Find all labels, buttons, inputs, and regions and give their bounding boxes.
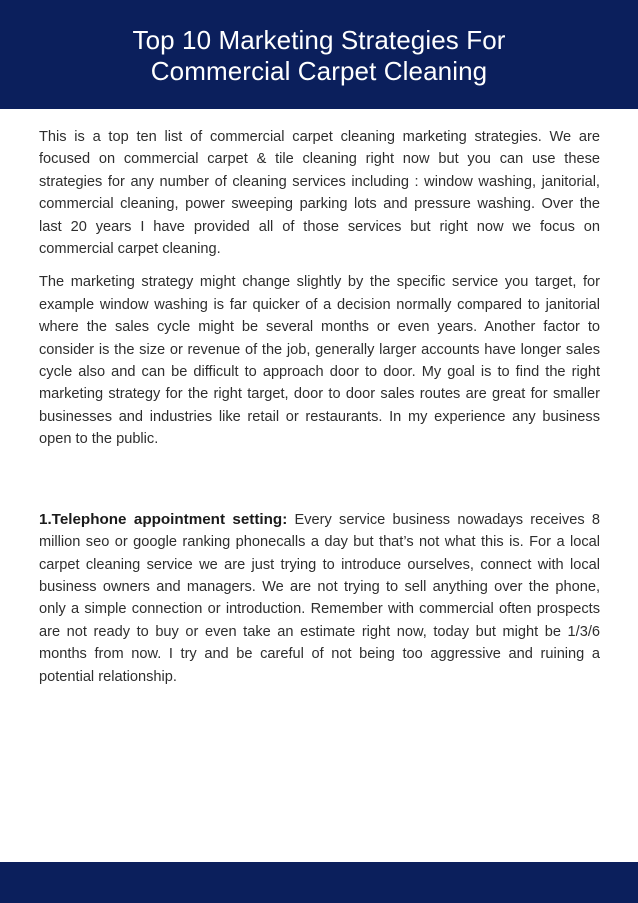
section-1-heading: 1.Telephone appointment setting: (39, 510, 288, 528)
section-1-paragraph (39, 509, 600, 688)
section-1-body: Every service business nowadays receives 8 million seo or google ranking phonecalls a day but that’s not what this is. For a local carpet cleaning service we are just trying to introduce ourselves, connect with local business owners and managers. We are not trying to sell anything over the phone, only a simple connection or introduction. Remember with commercial often prospects are not ready to buy or even take an estimate right now, today but might be 1/3/6 months from now. I try and be careful of not being too aggressive and ruining a potential relationship. (39, 511, 600, 685)
document-body (39, 126, 600, 688)
header-banner (0, 0, 638, 109)
document-title: Top 10 Marketing Strategies For Commercial Carpet Cleaning (132, 24, 506, 86)
intro-paragraph-1: This is a top ten list of commercial carpet cleaning marketing strategies. We are focused on commercial carpet & tile cleaning right now but you can use these strategies for any number of cleaning services including : window washing, janitorial, commercial cleaning, power sweeping parking lots and pressure washing. Over the last 20 years I have provided all of those services but right now we focus on commercial carpet cleaning. (39, 129, 600, 258)
section-telephone-appointment-setting (39, 509, 600, 688)
intro-paragraph-2: The marketing strategy might change slightly by the specific service you target, for example window washing is far quicker of a decision normally compared to janitorial where the sales cycle might be several months or even years. Another factor to consider is the size or revenue of the job, generally larger accounts have longer sales cycle also and can be difficult to approach door to door. My goal is to find the right marketing strategy for the right target, door to door sales routes are great for smaller businesses and industries like retail or restaurants. In my experience any business open to the public. (39, 274, 600, 448)
footer-banner (0, 862, 638, 903)
